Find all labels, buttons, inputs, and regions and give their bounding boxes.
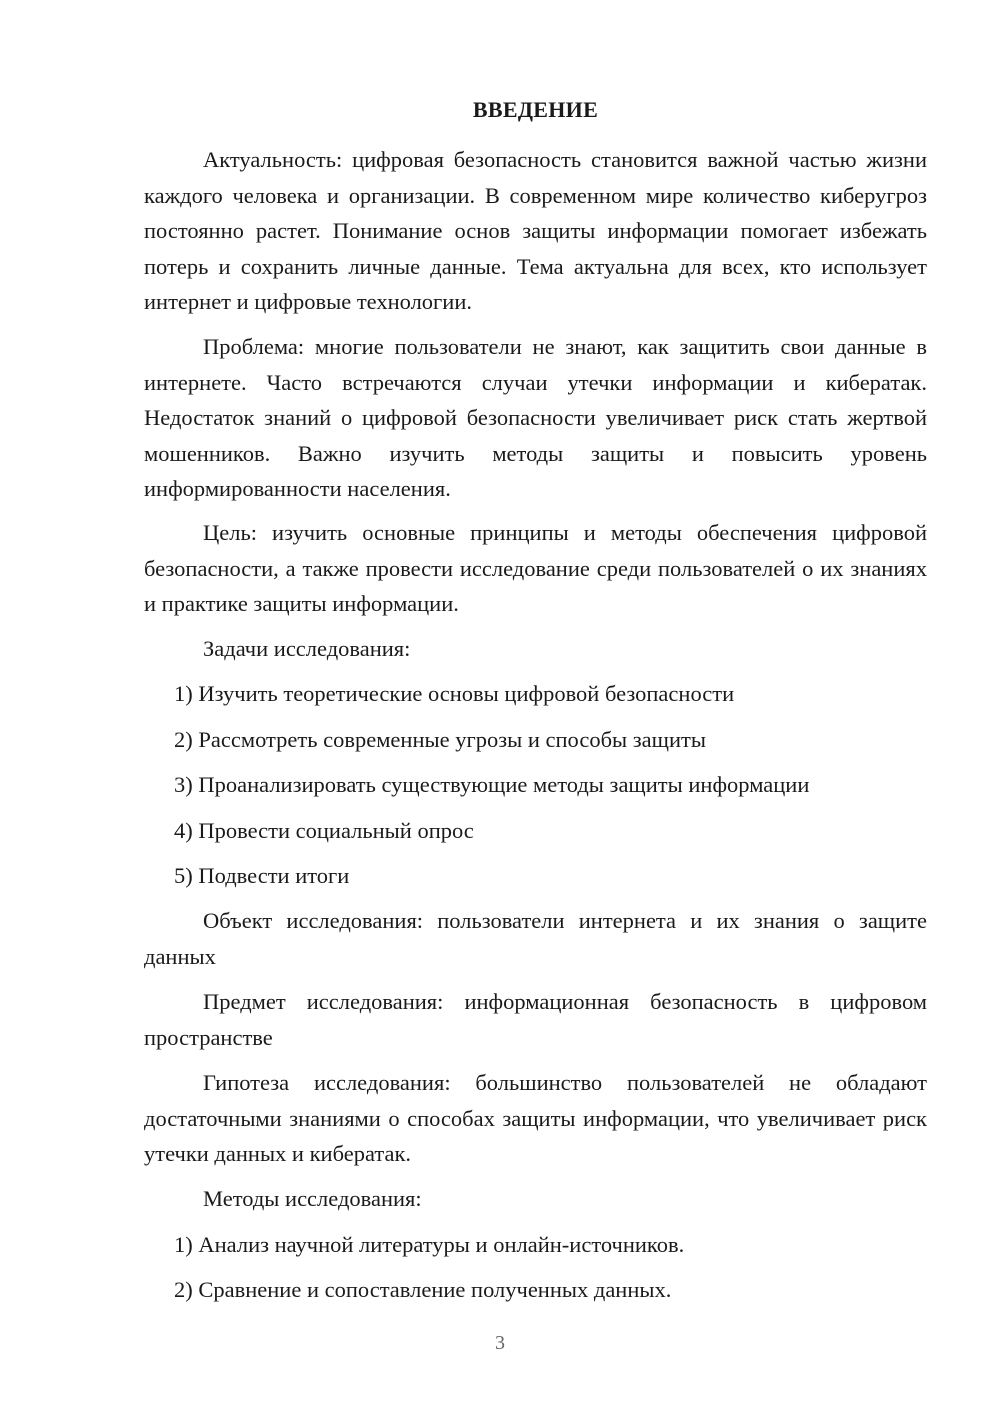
methods-heading: Методы исследования:: [203, 1186, 422, 1211]
task-item-3: 3) Проанализировать существующие методы защиты информации: [174, 772, 810, 797]
task-item-4: 4) Провести социальный опрос: [174, 818, 474, 843]
task-item-2: 2) Рассмотреть современные угрозы и способы защиты: [174, 727, 706, 752]
tasks-heading: Задачи исследования:: [203, 636, 411, 661]
problem-paragraph: Проблема: многие пользователи не знают, как защитить свои данные в интернете. Часто встречаются случаи утечки информации и кибератак. Недостаток знаний о цифровой безопасности увеличивает риск стать жертвой мошенников. Важно изучить методы защиты и повысить уровень информированности населения.: [144, 334, 927, 501]
method-item-1: 1) Анализ научной литературы и онлайн-источников.: [174, 1232, 685, 1257]
object-paragraph: Объект исследования: пользователи интернета и их знания о защите данных: [144, 908, 927, 969]
task-item-1: 1) Изучить теоретические основы цифровой безопасности: [174, 681, 735, 706]
hypothesis-paragraph: Гипотеза исследования: большинство пользователей не обладают достаточными знаниями о способах защиты информации, что увеличивает риск утечки данных и кибератак.: [144, 1070, 927, 1166]
relevance-paragraph: Актуальность: цифровая безопасность становится важной частью жизни каждого человека и организации. В современном мире количество киберугроз постоянно растет. Понимание основ защиты информации помогает избежать потерь и сохранить личные данные. Тема актуальна для всех, кто использует интернет и цифровые технологии.: [144, 147, 927, 314]
method-item-2: 2) Сравнение и сопоставление полученных данных.: [174, 1277, 672, 1302]
page-number: 3: [495, 1332, 505, 1354]
page-title: ВВЕДЕНИЕ: [472, 97, 599, 122]
goal-paragraph: Цель: изучить основные принципы и методы обеспечения цифровой безопасности, а также провести исследование среди пользователей о их знаниях и практике защиты информации.: [144, 520, 927, 616]
task-item-5: 5) Подвести итоги: [174, 863, 350, 888]
subject-paragraph: Предмет исследования: информационная безопасность в цифровом пространстве: [144, 989, 927, 1050]
